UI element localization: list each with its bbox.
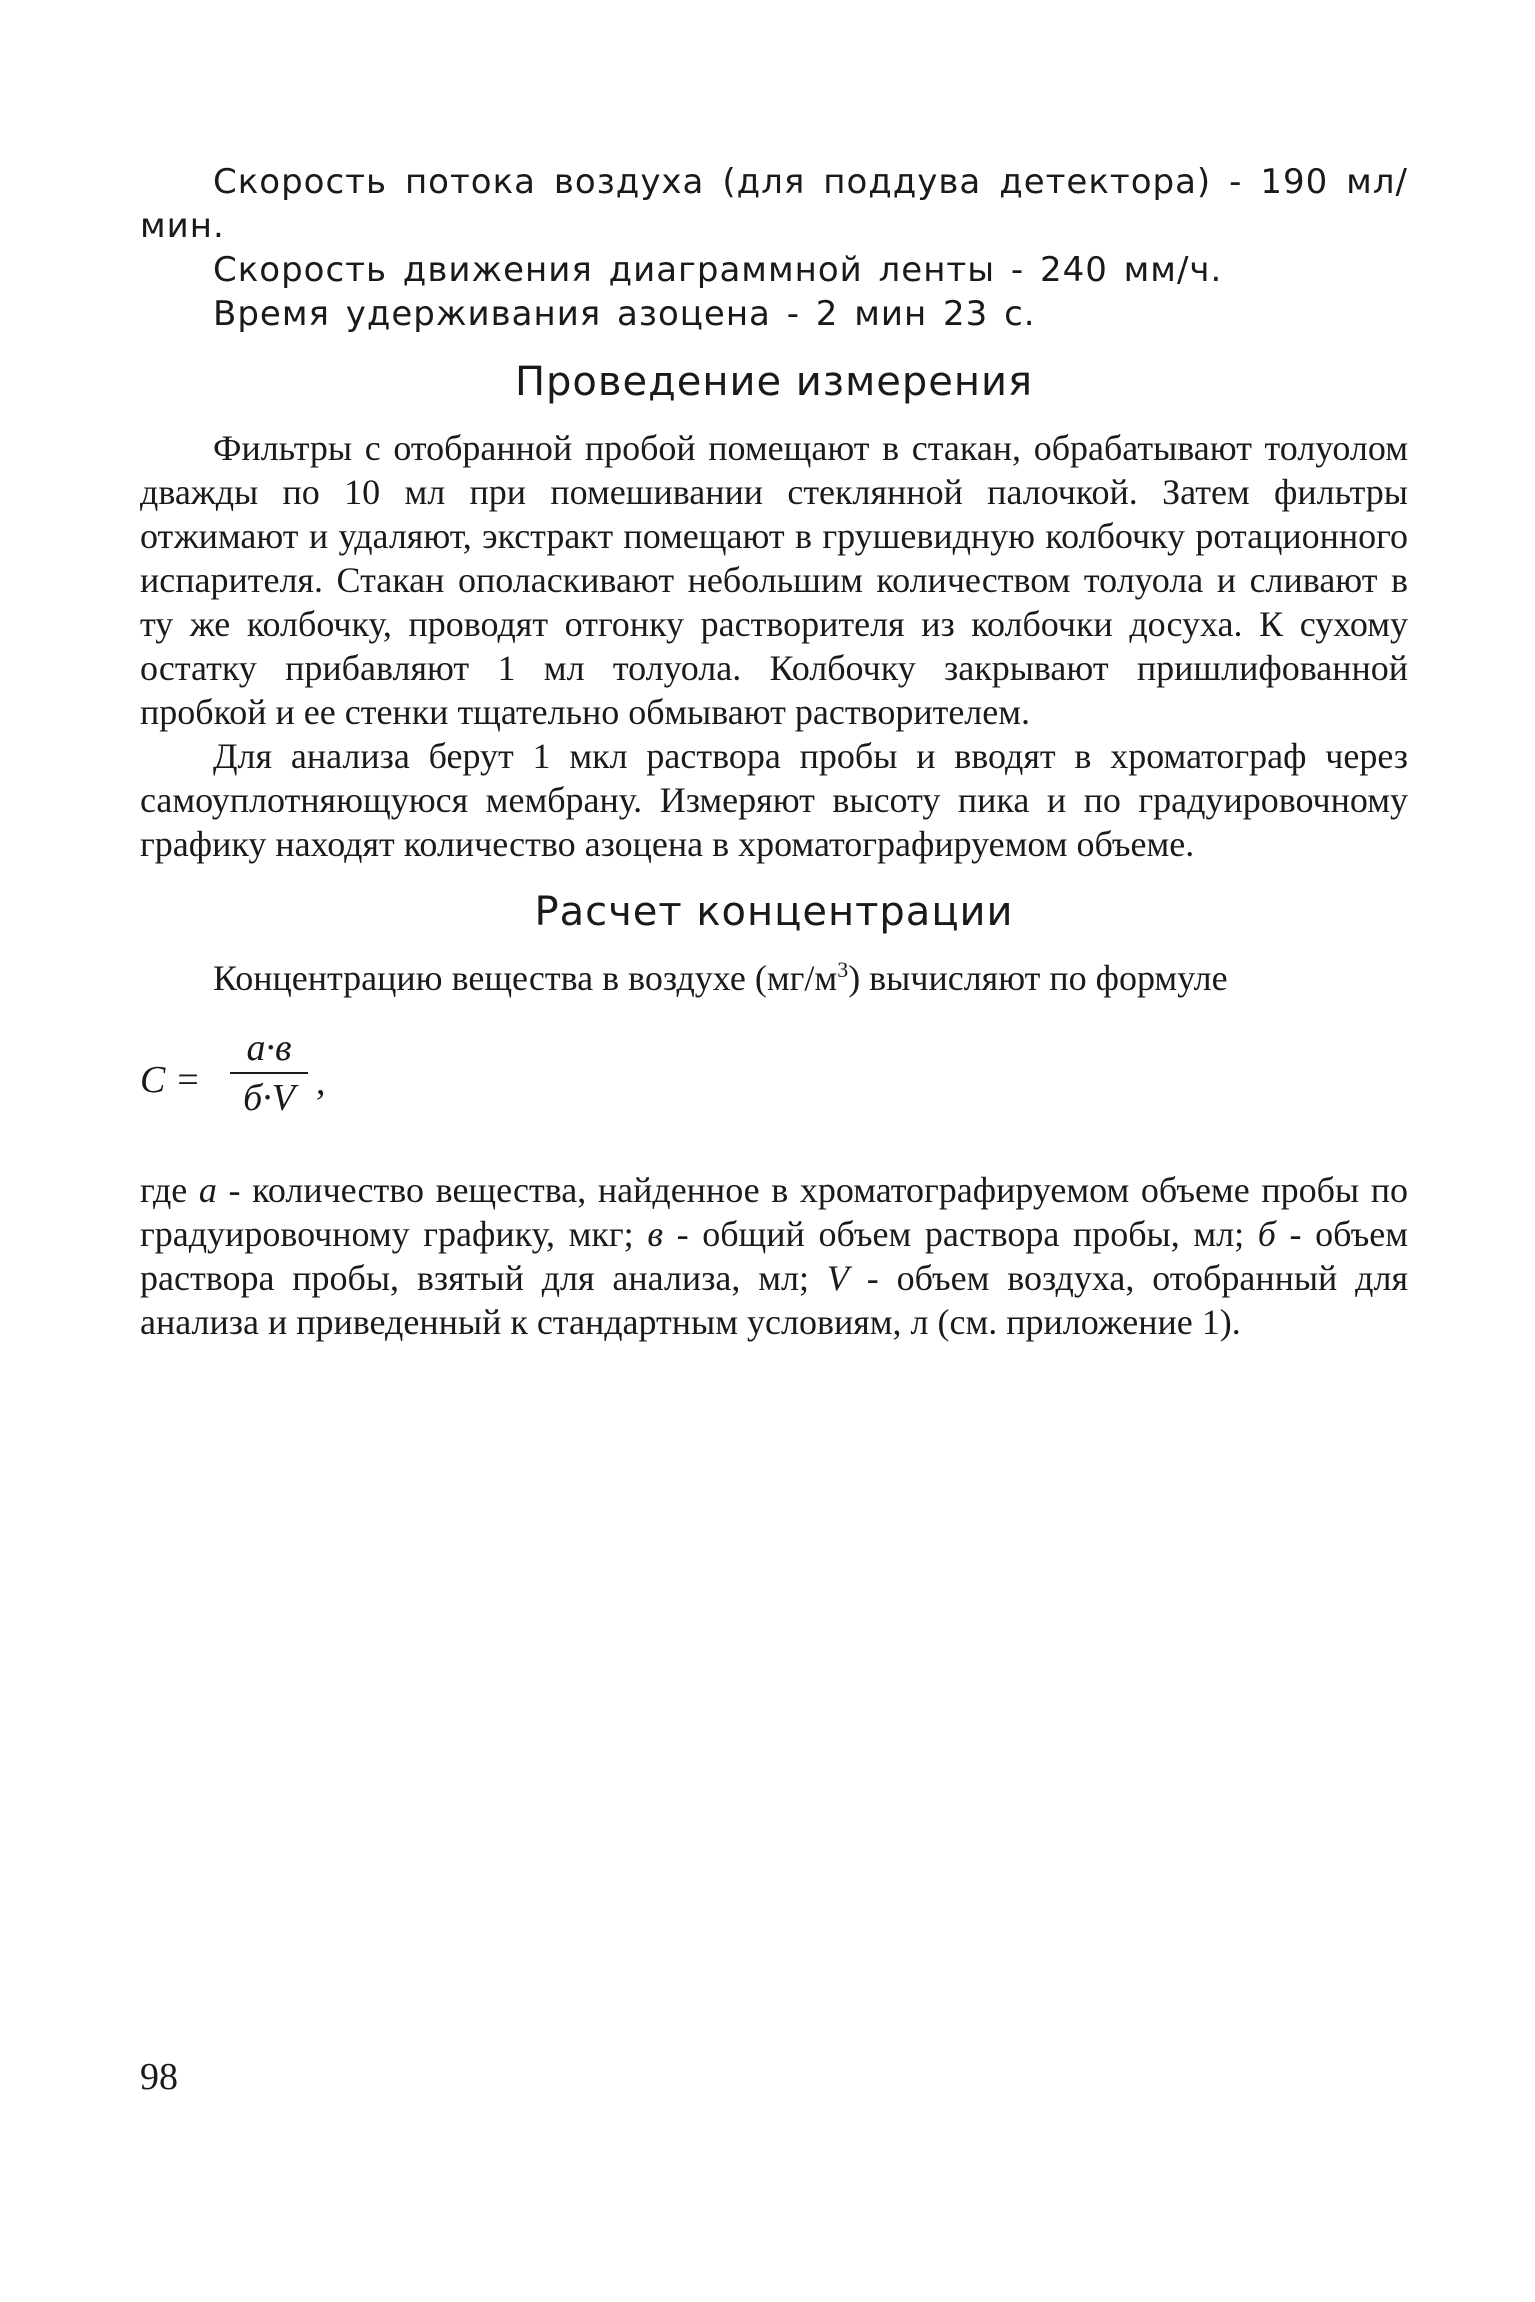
calculation-intro xyxy=(140,956,1408,1000)
variable-air-volume: V xyxy=(826,1258,849,1298)
intro-text-before: Концентрацию вещества в воздухе (мг/м xyxy=(213,958,838,998)
variable-b: б xyxy=(1257,1214,1276,1254)
concentration-formula xyxy=(140,1024,1408,1134)
definition-a: - количество вещества, найденное в хроматографируемом объеме пробы по градуировочному графику, мкг; xyxy=(140,1170,1408,1254)
where-word: где xyxy=(140,1170,199,1210)
measurement-paragraph-2: Для анализа берут 1 мкл раствора пробы и вводят в хроматограф через самоуплотняющуюся мембрану. Измеряют высоту пика и по градуировочному графику находят количество азоцена в хроматографируемом объеме. xyxy=(140,736,1408,864)
intro-text-after: ) вычисляют по формуле xyxy=(848,958,1228,998)
measurement-paragraph-1: Фильтры с отобранной пробой помещают в стакан, обрабатывают толуолом дважды по 10 мл при помешивании стеклянной палочкой. Затем фильтры отжимают и удаляют, экстракт помещают в грушевидную колбочку ротационного испарителя. Стакан ополаскивают небольшим количеством толуола и сливают в ту же колбочку, проводят отгонку растворителя из колбочки досуха. К сухому остатку прибавляют 1 мл толуола. Колбочку закрывают пришлифованной пробкой и ее стенки тщательно обмывают растворителем. xyxy=(140,428,1408,732)
formula-lhs: C = xyxy=(140,1059,201,1101)
variable-a: a xyxy=(198,1170,217,1210)
definition-v: - общий объем раствора пробы, мл; xyxy=(662,1214,1258,1254)
variable-definitions xyxy=(140,1168,1408,1344)
document-page xyxy=(140,160,1408,1344)
measurement-heading: Проведение измерения xyxy=(514,359,1034,405)
air-flow-parameter: Скорость потока воздуха (для поддува детектора) - 190 мл/мин. xyxy=(140,162,1408,246)
formula-denominator: б·V xyxy=(243,1077,295,1119)
calculation-heading: Расчет концентрации xyxy=(534,889,1014,935)
intro-superscript: 3 xyxy=(837,957,849,982)
definition-b: - объем раствора пробы, взятый для анализа, мл; xyxy=(140,1214,1408,1298)
tape-speed-parameter: Скорость движения диаграммной ленты - 240 мм/ч. xyxy=(213,250,1223,290)
variable-v: в xyxy=(647,1214,663,1254)
page-number: 98 xyxy=(140,2056,178,2098)
retention-time-parameter: Время удерживания азоцена - 2 мин 23 с. xyxy=(213,294,1036,334)
definition-air-volume: - объем воздуха, отобранный для анализа и приведенный к стандартным условиям, л (см. приложение 1). xyxy=(140,1258,1408,1342)
formula-trailing: , xyxy=(316,1061,326,1103)
formula-fraction xyxy=(228,1024,310,1122)
formula-numerator: a·в xyxy=(246,1027,292,1069)
